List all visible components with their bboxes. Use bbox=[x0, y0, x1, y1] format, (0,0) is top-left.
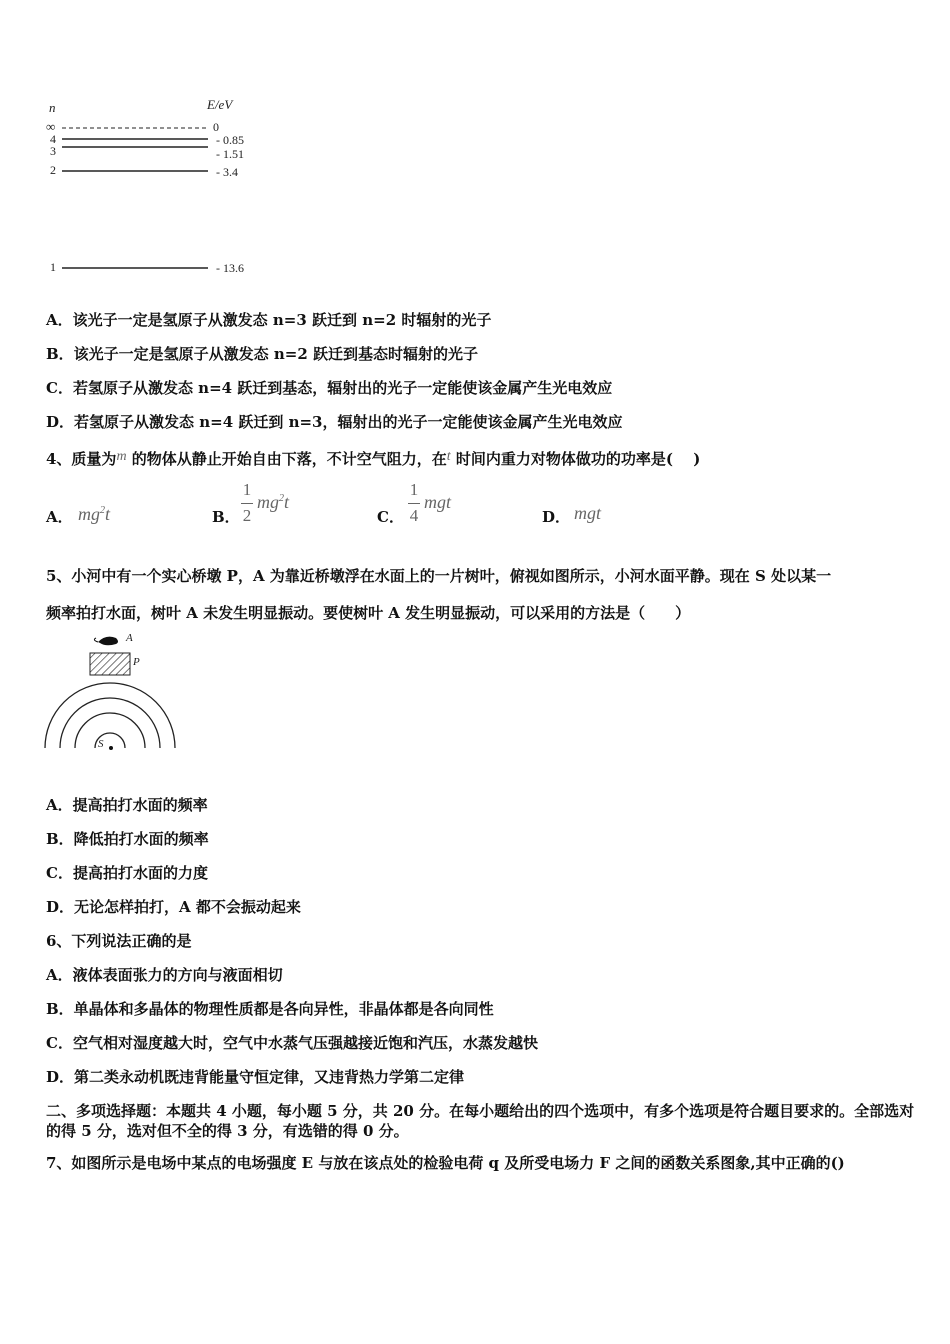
level-n-2: 2 bbox=[50, 163, 56, 177]
q4-a-label: A． bbox=[46, 508, 73, 526]
bridge-pier-p bbox=[90, 653, 130, 675]
q5-option-b: B．降低拍打水面的频率 bbox=[46, 830, 209, 848]
level-value-2: - 3.4 bbox=[216, 165, 238, 179]
q6-option-a: A．液体表面张力的方向与液面相切 bbox=[46, 966, 283, 984]
q4-b-label: B． bbox=[212, 508, 240, 526]
wave-diagram-graphic bbox=[40, 630, 190, 755]
q4-var-t: t bbox=[446, 449, 451, 464]
label-a: A bbox=[126, 632, 133, 644]
q3-option-b: B．该光子一定是氢原子从激发态 n=2 跃迁到基态时辐射的光子 bbox=[46, 345, 479, 363]
q5-option-d: D．无论怎样拍打，A 都不会振动起来 bbox=[46, 898, 301, 916]
q5-option-a: A．提高拍打水面的频率 bbox=[46, 796, 208, 814]
q4-stem-part3: 时间内重力对物体做功的功率是( ) bbox=[450, 450, 701, 468]
q6-option-b: B．单晶体和多晶体的物理性质都是各向异性，非晶体都是各向同性 bbox=[46, 1000, 494, 1018]
level-value-infinity: 0 bbox=[213, 120, 219, 134]
section2-heading: 二、多项选择题：本题共 4 小题，每小题 5 分，共 20 分。在每小题给出的四个选项中，有多个选项是符合题目要求的。全部选对的得 5 分，选对但不全的得 3 分，有选错的得 0 分。 bbox=[46, 1102, 915, 1140]
q4-b-numerator: 1 bbox=[242, 480, 252, 499]
label-p: P bbox=[133, 656, 140, 668]
q4-d-label: D． bbox=[542, 508, 571, 526]
q3-option-d: D．若氢原子从激发态 n=4 跃迁到 n=3，辐射出的光子一定能使该金属产生光电效应 bbox=[46, 413, 623, 431]
q4-d-expr: mgt bbox=[574, 503, 601, 523]
q4-b-denominator: 2 bbox=[242, 506, 252, 525]
q4-stem-part1: 4、质量为 bbox=[46, 450, 117, 468]
level-n-3: 3 bbox=[50, 144, 56, 158]
q4-c-label: C． bbox=[377, 508, 404, 526]
ripple-arc-3 bbox=[60, 698, 160, 748]
q5-stem-line1: 5、小河中有一个实心桥墩 P，A 为靠近桥墩浮在水面上的一片树叶，俯视如图所示，小河水面平静。现在 S 处以某一 bbox=[46, 567, 832, 585]
source-s-point bbox=[109, 746, 113, 750]
q3-option-a: A．该光子一定是氢原子从激发态 n=3 跃迁到 n=2 时辐射的光子 bbox=[46, 311, 492, 329]
energy-level-diagram bbox=[40, 95, 280, 285]
n-axis-label: n bbox=[49, 100, 56, 115]
q4-stem-part2: 的物体从静止开始自由下落，不计空气阻力，在 bbox=[126, 450, 447, 468]
q4-a-expr: $mg^2t$ bbox=[78, 504, 111, 524]
q4-stem bbox=[46, 447, 700, 469]
level-value-1: - 13.6 bbox=[216, 261, 244, 275]
wave-diagram bbox=[40, 630, 190, 755]
level-n-4: 4 bbox=[50, 132, 56, 146]
q4-c-fraction-bar bbox=[408, 503, 420, 504]
q4-c-numerator: 1 bbox=[409, 480, 419, 499]
label-s: S bbox=[98, 738, 104, 750]
q7-stem: 7、如图所示是电场中某点的电场强度 E 与放在该点处的检验电荷 q 及所受电场力 F 之间的函数关系图象,其中正确的() bbox=[46, 1154, 845, 1172]
q4-b-expr: $mg^2t$ bbox=[257, 492, 290, 512]
e-axis-label: E/eV bbox=[207, 97, 233, 112]
level-value-4: - 0.85 bbox=[216, 133, 244, 147]
q6-option-d: D．第二类永动机既违背能量守恒定律，又违背热力学第二定律 bbox=[46, 1068, 465, 1086]
q5-option-c: C．提高拍打水面的力度 bbox=[46, 864, 208, 882]
ripple-arc-4 bbox=[45, 683, 175, 748]
q5-stem-line2: 频率拍打水面，树叶 A 未发生明显振动。要使树叶 A 发生明显振动，可以采用的方法是（ ） bbox=[46, 604, 691, 622]
leaf-a-icon bbox=[98, 637, 118, 646]
level-value-3: - 1.51 bbox=[216, 147, 244, 161]
q6-option-c: C．空气相对湿度越大时，空气中水蒸气压强越接近饱和汽压，水蒸发越快 bbox=[46, 1034, 538, 1052]
q4-b-fraction-bar bbox=[241, 503, 253, 504]
q4-c-expr: mgt bbox=[424, 492, 451, 512]
level-n-infinity: ∞ bbox=[46, 119, 56, 134]
q4-var-m: m bbox=[116, 449, 127, 464]
energy-level-lines bbox=[40, 95, 280, 285]
q4-c-denominator: 4 bbox=[409, 506, 419, 525]
level-n-1: 1 bbox=[50, 260, 56, 274]
q3-option-c: C．若氢原子从激发态 n=4 跃迁到基态，辐射出的光子一定能使该金属产生光电效应 bbox=[46, 379, 613, 397]
q6-stem: 6、下列说法正确的是 bbox=[46, 932, 192, 950]
ripple-arc-2 bbox=[75, 713, 145, 748]
